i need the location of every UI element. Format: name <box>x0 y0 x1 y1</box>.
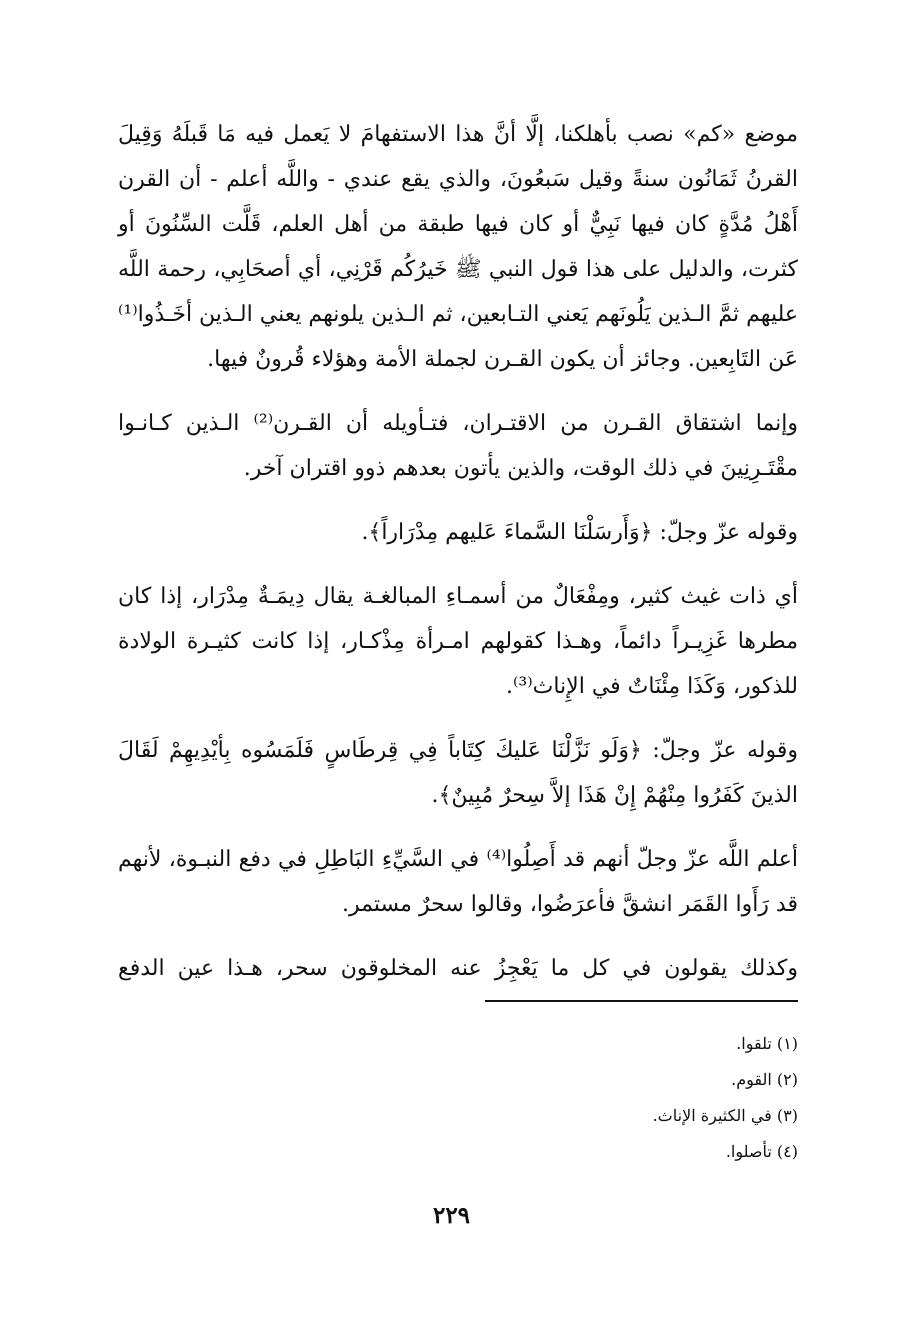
paragraph-continued: وكذلك يقولون في كل ما يَعْجِزُ عنه المخلوقون سحر، هـذا عين الدفع <box>118 956 798 981</box>
paragraph-midrar-explanation: أي ذات غيث كثير، ومِفْعَالٌ من أسمـاءِ المبالغـة يقال دِيمَـةٌ مِدْرَار، إذا كان مطرها غَزِيـراً دائماً، وهـذا كقولهم امـرأة مِذْكـار، إذا كانت كثيـرة الولادة للذكور، وَكَذَا مِئْنَاتٌ في الإِناث⁽³⁾. <box>118 584 798 699</box>
footnotes <box>420 1026 798 1170</box>
footnote-1: (١) تلقوا. <box>736 1034 798 1053</box>
quran-quote-midrar: وقوله عزّ وجلّ: ﴿وَأَرسَلْنَا السَّماءَ عَليهم مِدْرَاراً﴾. <box>361 520 798 545</box>
footnote-2: (٢) القوم. <box>731 1070 798 1089</box>
page-number: ٢٢٩ <box>432 1202 471 1229</box>
footnote-separator <box>485 1000 798 1002</box>
paragraph-kam-and-qarn: موضع «كم» نصب بأهلكنا، إلَّا أنَّ هذا الاستفهامَ لا يَعمل فيه مَا قَبلَهُ وَقِيلَ القرنُ ثَمَانُون سنةً وقيل سَبعُونَ، والذي يقع عندي - واللَّه أعلم - أن القرن أَهْلُ مُدَّةٍ كان فيها نَبِيٌّ أو كان فيها طبقة من أهل العلم، قَلَّت السِّنُونَ أو كثرت، والدليل على هذا قول النبي ﷺ خَيرُكُم قَرْنِي، أي أصحَابِي، رحمة اللَّه عليهم ثمَّ الـذين يَلُونَهم يَعني التـابعين، ثم الـذين يلونهم يعني الـذين أخَـذُوا⁽¹⁾ عَن التَابِعين. وجائز أن يكون القـرن لجملة الأمة وهؤلاء قُرونٌ فيها. <box>117 122 798 372</box>
quran-quote-qirtas: وقوله عزّ وجلّ: ﴿وَلَو نَزَّلْنَا عَليكَ كِتَاباً فِي قِرطَاسٍ فَلَمَسُوه بِأيْدِيهِمْ لَقَالَ الذينَ كَفَرُوا مِنْهُمْ إِنْ هَذَا إلاَّ سِحرٌ مُبِينٌ﴾. <box>118 738 798 808</box>
footnote-4: (٤) تأصلوا. <box>725 1142 798 1161</box>
footnote-3: (٣) في الكثيرة الإناث. <box>652 1106 798 1125</box>
paragraph-qarn-derivation: وإنما اشتقاق القـرن من الاقتـران، فتـأويله أن القـرن⁽²⁾ الـذين كـانـوا مقْتَـرِنِينَ في ذلك الوقت، والذين يأتون بعدهم ذوو اقتران آخر. <box>118 411 798 481</box>
main-text <box>118 112 798 991</box>
paragraph-qirtas-explanation: أعلم اللَّه عزّ وجلّ أنهم قد أَصِلُوا⁽⁴⁾ في السَّيِّءِ البَاطِلِ في دفع النبـوة، لأنهم قد رَأَوا القَمَر انشقَّ فأعرَضُوا، وقالوا سحرٌ مستمر. <box>118 847 798 917</box>
